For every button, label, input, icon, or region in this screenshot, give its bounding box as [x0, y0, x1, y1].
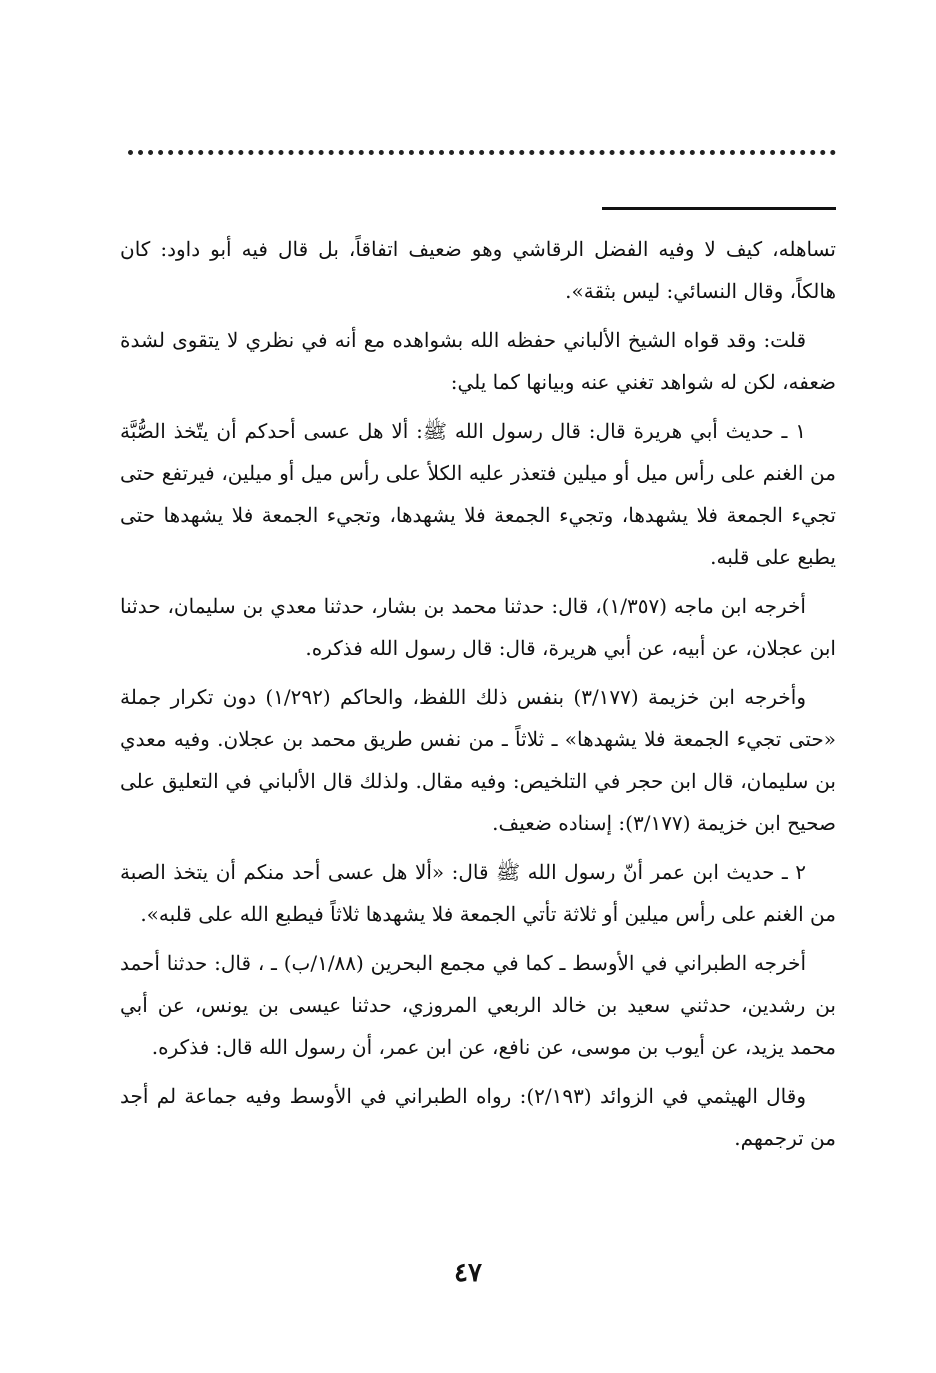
footnote-rule: [602, 207, 836, 210]
paragraph-tabarani-source: أخرجه الطبراني في الأوسط ـ كما في مجمع البحرين (١/٨٨/ب) ـ ، قال: حدثنا أحمد بن رشدين، حدثني سعيد بن خالد الربعي المروزي، حدثنا عيسى بن يونس، عن أبي محمد يزيد، عن أيوب بن موسى، عن نافع، عن ابن عمر، أن رسول الله قال: فذكره.: [120, 951, 836, 1059]
page-body: [120, 228, 836, 1166]
dotted-separator: [128, 150, 836, 155]
paragraph-ibn-majah-source: أخرجه ابن ماجه (١/٣٥٧)، قال: حدثنا محمد بن بشار، حدثنا معدي بن سليمان، حدثنا ابن عجلان، عن أبيه، عن أبي هريرة، قال: قال رسول الله فذكره.: [120, 594, 836, 660]
paragraph-ibn-khuzaymah-source: وأخرجه ابن خزيمة (٣/١٧٧) بنفس ذلك اللفظ، والحاكم (١/٢٩٢) دون تكرار جملة «حتى تجيء الجمعة فلا يشهدها» ـ ثلاثاً ـ من نفس طريق محمد بن عجلان. وفيه معدي بن سليمان، قال ابن حجر في التلخيص: وفيه مقال. ولذلك قال الألباني في التعليق على صحيح ابن خزيمة (٣/١٧٧): إسناده ضعيف.: [120, 685, 836, 835]
paragraph-author-note: قلت: وقد قواه الشيخ الألباني حفظه الله بشواهده مع أنه في نظري لا يتقوى لشدة ضعفه، لكن له شواهد تغني عنه وبيانها كما يلي:: [120, 328, 836, 394]
paragraph-hadith-ibn-umar: ٢ ـ حديث ابن عمر أنّ رسول الله ﷺ قال: «ألا هل عسى أحد منكم أن يتخذ الصبة من الغنم على رأس ميلين أو ثلاثة تأتي الجمعة فلا يشهدها ثلاثاً فيطبع الله على قلبه».: [120, 860, 836, 926]
paragraph-footnote-continuation: تساهله، كيف لا وفيه الفضل الرقاشي وهو ضعيف اتفاقاً، بل قال فيه أبو داود: كان هالكاً، وقال النسائي: ليس بثقة».: [120, 237, 836, 303]
page-number: ٤٧: [454, 1258, 482, 1288]
paragraph-haythami-note: وقال الهيثمي في الزوائد (٢/١٩٣): رواه الطبراني في الأوسط وفيه جماعة لم أجد من ترجمهم.: [120, 1084, 836, 1150]
paragraph-hadith-abu-hurayra: ١ ـ حديث أبي هريرة قال: قال رسول الله ﷺ: ألا هل عسى أحدكم أن يتّخذ الصُّبَّة من الغنم على رأس ميل أو ميلين فتعذر عليه الكلأ على رأس ميل أو ميلين، فيرتفع حتى تجيء الجمعة فلا يشهدها، وتجيء الجمعة فلا يشهدها، وتجيء الجمعة فلا يشهدها حتى يطبع على قلبه.: [120, 419, 836, 569]
